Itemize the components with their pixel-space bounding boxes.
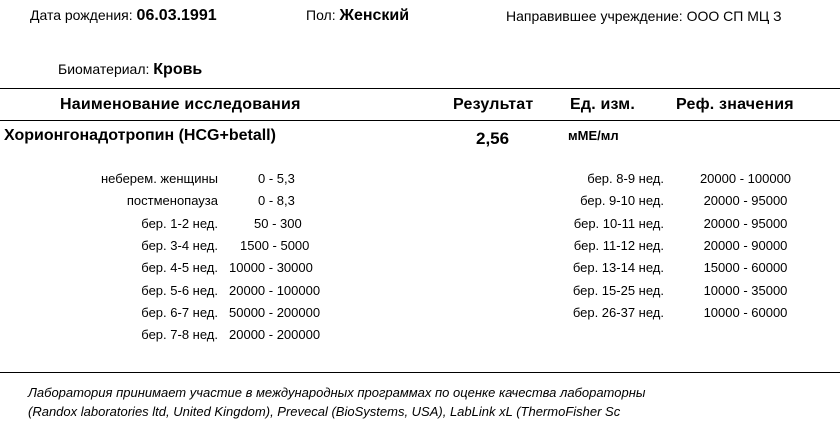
- dob-field: [30, 7, 217, 25]
- header-result: Результат: [453, 96, 534, 113]
- ref-row: [0, 327, 840, 345]
- ref-range-value: 20000 - 200000: [229, 327, 321, 343]
- ref-range-value: 20000 - 95000: [703, 215, 788, 231]
- ref-row: [0, 283, 840, 301]
- test-name: Хорионгонадотропин (HCG+betall): [4, 127, 276, 144]
- referrer-field: [506, 8, 782, 24]
- test-unit: мМЕ/мл: [568, 128, 619, 143]
- biomaterial-field: [58, 61, 202, 79]
- ref-range-label: бер. 11-12 нед.: [573, 237, 664, 253]
- ref-range-value: 50 - 300: [254, 215, 302, 231]
- ref-range-value: 50000 - 200000: [229, 304, 321, 320]
- footer-line-1: Лаборатория принимает участие в международных программах по оценке качества лабораторны: [28, 385, 646, 400]
- ref-range-label: бер. 6-7 нед.: [141, 304, 218, 320]
- footer-rule: [0, 372, 840, 373]
- ref-range-value: 1500 - 5000: [240, 237, 310, 253]
- ref-range-label: бер. 3-4 нед.: [141, 237, 218, 253]
- header-name: Наименование исследования: [60, 96, 301, 113]
- ref-range-label: бер. 8-9 нед.: [587, 171, 664, 186]
- sex-label: Пол:: [306, 7, 336, 23]
- ref-range-value: 20000 - 100000: [699, 171, 792, 186]
- ref-range-value: 15000 - 60000: [703, 260, 788, 276]
- ref-row: [0, 193, 840, 211]
- sex-value: Женский: [339, 7, 410, 24]
- ref-range-label: постменопауза: [126, 193, 218, 209]
- ref-row: [0, 171, 840, 189]
- ref-range-label: бер. 13-14 нед.: [572, 260, 664, 276]
- ref-range-value: 0 - 8,3: [258, 193, 295, 209]
- header-rule: [0, 120, 840, 121]
- ref-range-label: бер. 5-6 нед.: [141, 282, 218, 298]
- ref-range-value: 20000 - 90000: [703, 237, 788, 253]
- biomaterial-label: Биоматериал:: [58, 61, 150, 77]
- ref-range-label: бер. 15-25 нед.: [572, 282, 664, 298]
- ref-range-label: бер. 1-2 нед.: [141, 215, 218, 231]
- ref-range-label: бер. 4-5 нед.: [141, 260, 218, 276]
- table-top-rule: [0, 88, 840, 89]
- ref-range-value: 20000 - 100000: [229, 282, 321, 298]
- ref-range-label: бер. 26-37 нед.: [572, 304, 664, 320]
- ref-range-value: 20000 - 95000: [703, 193, 788, 209]
- referrer-label: Направившее учреждение:: [506, 8, 683, 24]
- test-result: 2,56: [476, 129, 510, 148]
- ref-range-label: бер. 10-11 нед.: [573, 215, 664, 231]
- ref-range-value: 10000 - 60000: [703, 304, 788, 320]
- header-ref: Реф. значения: [676, 96, 794, 113]
- biomaterial-value: Кровь: [153, 61, 203, 78]
- footer-line-2: (Randox laboratories ltd, United Kingdom), Prevecal (BioSystems, USA), LabLink xL (ThermoFisher Sc: [28, 404, 621, 419]
- header-unit: Ед. изм.: [570, 96, 635, 113]
- referrer-value: ООО СП МЦ З: [686, 8, 782, 24]
- ref-row: [0, 305, 840, 323]
- ref-range-label: бер. 9-10 нед.: [580, 193, 664, 209]
- ref-row: [0, 238, 840, 256]
- ref-range-value: 0 - 5,3: [258, 171, 295, 186]
- ref-row: [0, 216, 840, 234]
- ref-range-value: 10000 - 35000: [703, 282, 788, 298]
- dob-value: 06.03.1991: [136, 7, 217, 24]
- ref-range-value: 10000 - 30000: [229, 260, 313, 276]
- ref-range-label: неберем. женщины: [101, 171, 218, 186]
- sex-field: [306, 7, 409, 25]
- dob-label: Дата рождения:: [30, 7, 133, 23]
- ref-row: [0, 260, 840, 278]
- ref-range-label: бер. 7-8 нед.: [141, 327, 218, 343]
